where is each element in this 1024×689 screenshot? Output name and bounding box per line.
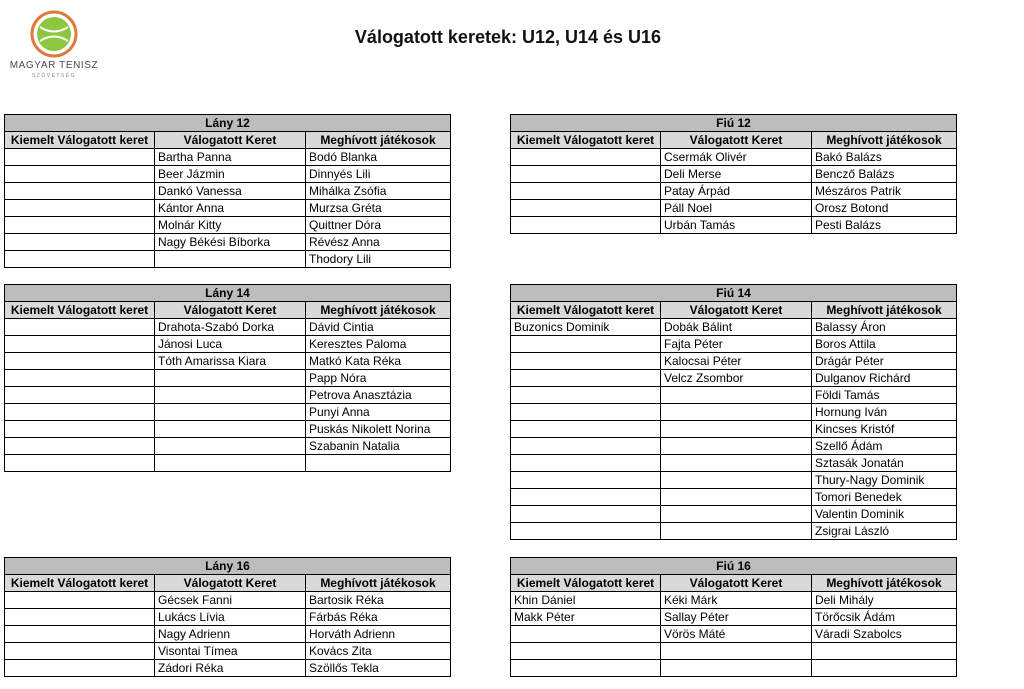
table-cell: Kincses Kristóf [812, 421, 957, 438]
table-cell [5, 149, 155, 166]
table-cell: Papp Nóra [306, 370, 451, 387]
table-cell: Vörös Máté [661, 626, 812, 643]
table-row [5, 234, 451, 251]
table-cell [5, 251, 155, 268]
table-cell [5, 166, 155, 183]
table-cell: Szellő Ádám [812, 438, 957, 455]
table-cell [661, 472, 812, 489]
table-cell [511, 506, 661, 523]
table-cell [5, 404, 155, 421]
table-cell [5, 353, 155, 370]
table-cell [511, 455, 661, 472]
table-cell [511, 643, 661, 660]
table-cell: Patay Árpád [661, 183, 812, 200]
table-cell [661, 660, 812, 677]
table-cell [511, 523, 661, 540]
table-cell: Fajta Péter [661, 336, 812, 353]
table-cell [511, 200, 661, 217]
table-cell [511, 183, 661, 200]
table-cell: Keresztes Paloma [306, 336, 451, 353]
table-fiu-12 [510, 114, 957, 234]
column-header: Meghívott játékosok [306, 575, 451, 592]
table-row [511, 370, 957, 387]
table-cell: Törőcsik Ádám [812, 609, 957, 626]
table-row [5, 609, 451, 626]
group-title: Lány 12 [5, 115, 451, 132]
table-cell [5, 370, 155, 387]
table-cell: Páll Noel [661, 200, 812, 217]
table-cell [661, 455, 812, 472]
table-cell: Mészáros Patrik [812, 183, 957, 200]
table-cell [5, 592, 155, 609]
table-cell [511, 353, 661, 370]
column-header: Meghívott játékosok [306, 302, 451, 319]
table-row [511, 609, 957, 626]
table-cell: Molnár Kitty [155, 217, 306, 234]
table-lany-12 [4, 114, 451, 268]
table-cell [5, 455, 155, 472]
table-cell [511, 421, 661, 438]
table-row [511, 336, 957, 353]
column-header: Kiemelt Válogatott keret [5, 302, 155, 319]
table-cell [511, 387, 661, 404]
table-cell [5, 609, 155, 626]
table-cell [155, 251, 306, 268]
table-cell: Visontai Tímea [155, 643, 306, 660]
table-cell: Dobák Bálint [661, 319, 812, 336]
table-row [511, 200, 957, 217]
column-header: Válogatott Keret [661, 575, 812, 592]
table-cell: Puskás Nikolett Norina [306, 421, 451, 438]
table-cell: Makk Péter [511, 609, 661, 626]
table-row [511, 455, 957, 472]
table-cell [661, 506, 812, 523]
table-cell [155, 455, 306, 472]
table-cell [661, 421, 812, 438]
table-row [5, 370, 451, 387]
table-row [511, 472, 957, 489]
table-cell: Dankó Vanessa [155, 183, 306, 200]
table-row [5, 421, 451, 438]
table-row [511, 523, 957, 540]
table-cell [511, 149, 661, 166]
column-header: Kiemelt Válogatott keret [511, 302, 661, 319]
table-row [511, 626, 957, 643]
table-cell: Bartosik Réka [306, 592, 451, 609]
table-row [5, 319, 451, 336]
table-cell: Balassy Áron [812, 319, 957, 336]
table-cell: Szabanin Natalia [306, 438, 451, 455]
table-row [5, 217, 451, 234]
table-cell [661, 523, 812, 540]
table-cell [155, 438, 306, 455]
table-cell [511, 404, 661, 421]
table-cell: Kántor Anna [155, 200, 306, 217]
table-cell: Horváth Adrienn [306, 626, 451, 643]
table-cell: Sallay Péter [661, 609, 812, 626]
table-row [5, 643, 451, 660]
column-header: Kiemelt Válogatott keret [5, 575, 155, 592]
table-cell [5, 438, 155, 455]
table-cell [155, 387, 306, 404]
table-cell: Bencző Balázs [812, 166, 957, 183]
table-row [511, 353, 957, 370]
group-title: Fiú 16 [511, 558, 957, 575]
table-row [511, 489, 957, 506]
table-cell: Thodory Lili [306, 251, 451, 268]
table-cell: Bakó Balázs [812, 149, 957, 166]
table-cell: Hornung Iván [812, 404, 957, 421]
column-header: Meghívott játékosok [812, 302, 957, 319]
column-header: Válogatott Keret [661, 132, 812, 149]
table-cell [5, 626, 155, 643]
table-cell: Zsigrai László [812, 523, 957, 540]
table-cell: Kalocsai Péter [661, 353, 812, 370]
table-cell: Dávid Cintia [306, 319, 451, 336]
table-cell: Mihálka Zsófia [306, 183, 451, 200]
column-header: Válogatott Keret [661, 302, 812, 319]
table-cell: Urbán Tamás [661, 217, 812, 234]
table-row [5, 592, 451, 609]
table-cell [661, 489, 812, 506]
table-cell [511, 370, 661, 387]
table-cell [661, 404, 812, 421]
table-cell [661, 643, 812, 660]
group-title: Fiú 14 [511, 285, 957, 302]
table-fiu-14 [510, 284, 957, 540]
table-row [5, 149, 451, 166]
table-cell: Tomori Benedek [812, 489, 957, 506]
table-cell [511, 217, 661, 234]
table-cell [661, 438, 812, 455]
table-cell [511, 626, 661, 643]
table-cell: Pesti Balázs [812, 217, 957, 234]
table-row [511, 506, 957, 523]
table-row [511, 387, 957, 404]
table-cell [5, 421, 155, 438]
table-cell: Csermák Olivér [661, 149, 812, 166]
logo-subtext: SZÖVETSÉG [31, 73, 77, 79]
table-cell: Deli Mihály [812, 592, 957, 609]
table-row [5, 251, 451, 268]
table-cell: Matkó Kata Réka [306, 353, 451, 370]
page-title: Válogatott keretek: U12, U14 és U16 [354, 27, 662, 47]
table-row [5, 183, 451, 200]
table-cell [511, 472, 661, 489]
table-row [511, 421, 957, 438]
table-cell: Petrova Anasztázia [306, 387, 451, 404]
table-cell: Dinnyés Lili [306, 166, 451, 183]
table-row [511, 166, 957, 183]
table-cell [812, 643, 957, 660]
table-cell: Beer Jázmin [155, 166, 306, 183]
table-cell [511, 660, 661, 677]
table-cell: Punyi Anna [306, 404, 451, 421]
table-cell: Bodó Blanka [306, 149, 451, 166]
table-cell: Boros Attila [812, 336, 957, 353]
column-header: Meghívott játékosok [306, 132, 451, 149]
table-cell: Dulganov Richárd [812, 370, 957, 387]
table-cell: Jánosi Luca [155, 336, 306, 353]
table-fiu-16 [510, 557, 957, 677]
table-cell: Velcz Zsombor [661, 370, 812, 387]
table-row [5, 166, 451, 183]
table-cell [5, 234, 155, 251]
table-cell: Bartha Panna [155, 149, 306, 166]
table-cell [511, 336, 661, 353]
group-title: Fiú 12 [511, 115, 957, 132]
table-cell: Nagy Békési Bíborka [155, 234, 306, 251]
column-header: Kiemelt Válogatott keret [511, 132, 661, 149]
table-lany-16 [4, 557, 451, 677]
table-cell: Deli Merse [661, 166, 812, 183]
table-cell [511, 438, 661, 455]
table-cell: Murzsa Gréta [306, 200, 451, 217]
table-cell [306, 455, 451, 472]
table-row [5, 387, 451, 404]
table-row [5, 200, 451, 217]
table-cell: Lukács Lívia [155, 609, 306, 626]
table-cell: Orosz Botond [812, 200, 957, 217]
table-cell [812, 660, 957, 677]
table-cell: Kéki Márk [661, 592, 812, 609]
table-row [511, 217, 957, 234]
table-row [5, 455, 451, 472]
table-row [511, 592, 957, 609]
table-cell [155, 370, 306, 387]
column-header: Válogatott Keret [155, 302, 306, 319]
table-row [5, 336, 451, 353]
table-row [5, 438, 451, 455]
table-cell: Tóth Amarissa Kiara [155, 353, 306, 370]
table-cell: Drahota-Szabó Dorka [155, 319, 306, 336]
column-header: Kiemelt Válogatott keret [511, 575, 661, 592]
table-row [511, 149, 957, 166]
table-row [511, 404, 957, 421]
table-cell [511, 166, 661, 183]
table-row [511, 183, 957, 200]
table-row [511, 660, 957, 677]
table-cell: Drágár Péter [812, 353, 957, 370]
table-row [5, 353, 451, 370]
table-cell [5, 183, 155, 200]
table-cell: Zádori Réka [155, 660, 306, 677]
table-cell: Révész Anna [306, 234, 451, 251]
column-header: Válogatott Keret [155, 575, 306, 592]
table-cell: Váradi Szabolcs [812, 626, 957, 643]
table-cell [5, 200, 155, 217]
table-cell [5, 660, 155, 677]
table-cell: Valentin Dominik [812, 506, 957, 523]
group-title: Lány 14 [5, 285, 451, 302]
table-cell: Quittner Dóra [306, 217, 451, 234]
column-header: Meghívott játékosok [812, 132, 957, 149]
table-cell: Kovács Zita [306, 643, 451, 660]
table-row [511, 643, 957, 660]
table-row [5, 626, 451, 643]
table-cell [5, 387, 155, 404]
table-lany-14 [4, 284, 451, 472]
table-cell: Thury-Nagy Dominik [812, 472, 957, 489]
table-row [511, 438, 957, 455]
table-cell [511, 489, 661, 506]
table-cell [5, 319, 155, 336]
table-cell: Nagy Adrienn [155, 626, 306, 643]
group-title: Lány 16 [5, 558, 451, 575]
table-row [5, 404, 451, 421]
table-row [511, 319, 957, 336]
table-cell: Fárbás Réka [306, 609, 451, 626]
logo-text: MAGYAR TENISZ [9, 60, 99, 71]
table-cell [5, 217, 155, 234]
table-cell: Khin Dániel [511, 592, 661, 609]
table-cell: Sztasák Jonatán [812, 455, 957, 472]
table-cell: Szöllős Tekla [306, 660, 451, 677]
column-header: Válogatott Keret [155, 132, 306, 149]
table-cell [155, 421, 306, 438]
table-cell: Gécsek Fanni [155, 592, 306, 609]
table-cell [155, 404, 306, 421]
column-header: Kiemelt Válogatott keret [5, 132, 155, 149]
table-cell [5, 643, 155, 660]
table-cell: Buzonics Dominik [511, 319, 661, 336]
table-cell: Földi Tamás [812, 387, 957, 404]
table-row [5, 660, 451, 677]
column-header: Meghívott játékosok [812, 575, 957, 592]
table-cell [5, 336, 155, 353]
table-cell [661, 387, 812, 404]
